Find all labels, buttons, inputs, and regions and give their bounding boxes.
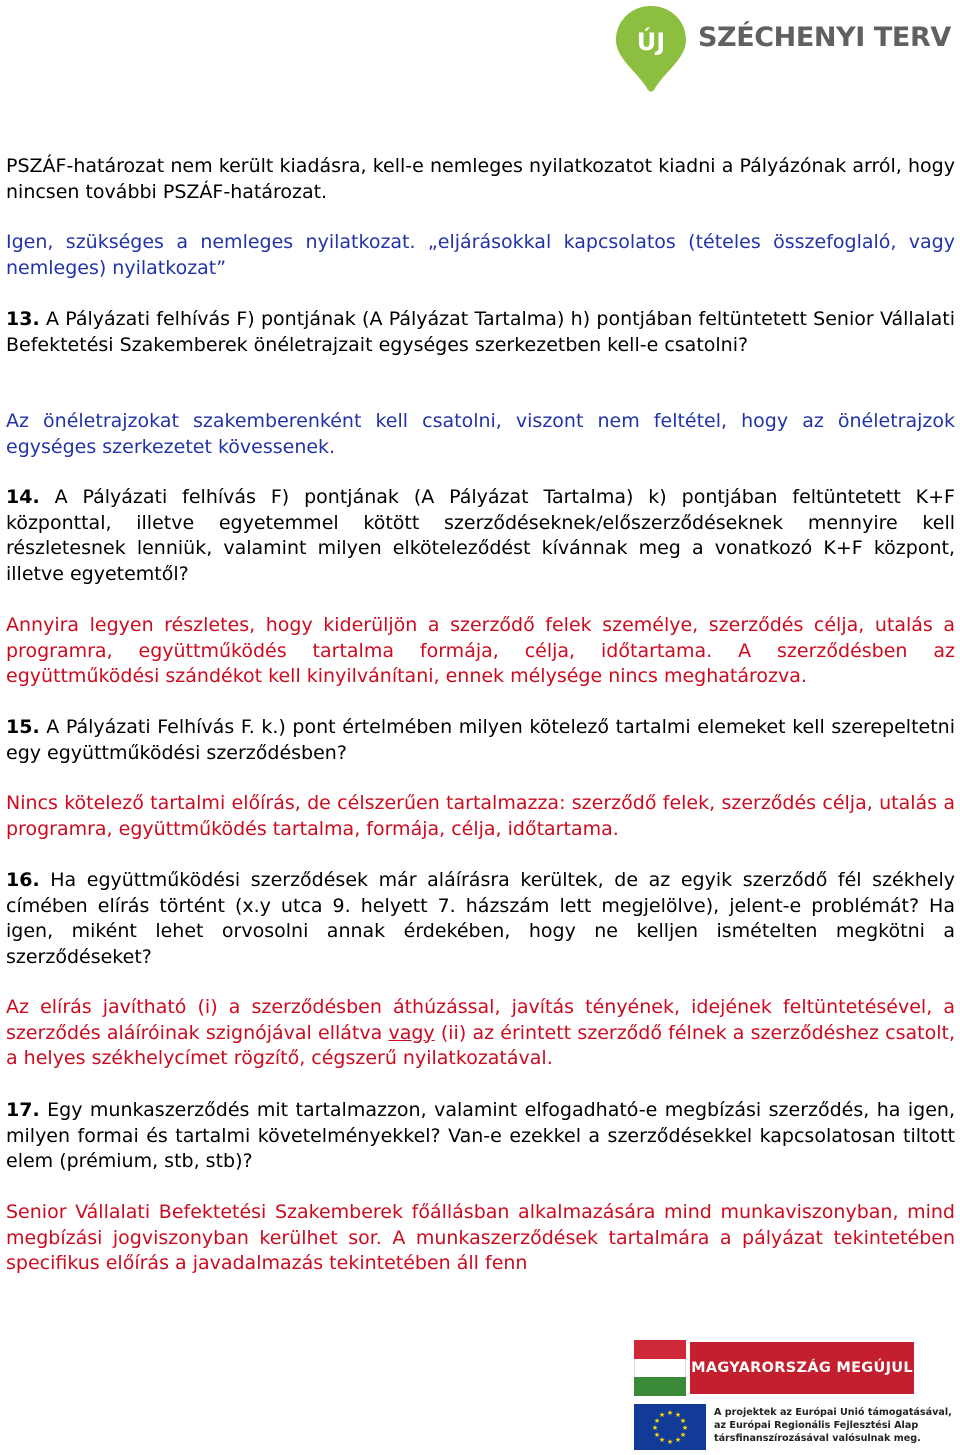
question-number: 17. xyxy=(6,1099,40,1121)
question-16 xyxy=(6,868,955,970)
eu-funding-note xyxy=(714,1406,954,1445)
question-text: A Pályázati Felhívás F. k.) pont értelmében milyen kötelező tartalmi elemeket kell szerepeltetni egy együttműködési szerződésben? xyxy=(6,716,955,764)
question-number: 16. xyxy=(6,869,40,891)
answer-12: Igen, szükséges a nemleges nyilatkozat. „eljárásokkal kapcsolatos (tételes összefoglaló, vagy nemleges) nyilatkozat” xyxy=(6,231,955,279)
question-text: Egy munkaszerződés mit tartalmazzon, valamint elfogadható-e megbízási szerződés, ha igen, milyen formai és tartalmi követelményekkel? Van-e ezekkel a szerződésekkel kapcsolatosan tiltott elem (prémium, stb, stb)? xyxy=(6,1099,955,1172)
svg-text:★: ★ xyxy=(653,1431,661,1439)
answer-text: Az elírás javítható (i) a szerződésben áthúzással, javítás tényének, idejének feltüntetésével, a szerződés aláíróinak szignójával ellátva xyxy=(6,996,955,1044)
question-text: A Pályázati felhívás F) pontjának (A Pályázat Tartalma) h) pontjában feltüntetett Senior Vállalati Befektetési Szakemberek önéletrajzait egységes szerkezetben kell-e csatolni? xyxy=(6,308,955,356)
svg-text:★: ★ xyxy=(653,1417,661,1425)
question-17 xyxy=(6,1098,955,1175)
answer-13: Az önéletrajzokat szakemberenként kell csatolni, viszont nem feltétel, hogy az önéletrajzok egységes szerkezetet kövessenek. xyxy=(6,410,955,458)
logo-badge-text: ÚJ xyxy=(636,28,666,56)
question-continuation: PSZÁF-határozat nem került kiadásra, kell-e nemleges nyilatkozatot kiadni a Pályázónak arról, hogy nincsen további PSZÁF-határozat. xyxy=(6,155,955,203)
answer-16 xyxy=(6,995,955,1072)
question-14 xyxy=(6,485,955,587)
question-number: 13. xyxy=(6,308,40,330)
eu-note-line: A projektek az Európai Unió támogatásával, xyxy=(714,1407,952,1418)
question-text: A Pályázati felhívás F) pontjának (A Pályázat Tartalma) k) pontjában feltüntetett K+F központtal, illetve egyetemmel kötött szerződéseknek/előszerződéseknek mennyire kell részletesnek lenniük, valamint milyen elköteleződést kívánnak meg a vonatkozó K+F központ, illetve egyetemtől? xyxy=(6,486,955,585)
question-text: Ha együttműködési szerződések már aláírásra kerültek, de az egyik szerződő fél székhely címében elírás történt (x.y utca 9. helyett 7. házszám lett megjelölve), jelent-e problémát? Ha igen, miként lehet orvosolni annak érdekében, hogy ne kelljen ismételten megkötni a szerződéseket? xyxy=(6,869,955,968)
logo-wordmark: SZÉCHENYI TERV xyxy=(698,22,951,53)
eu-note-line: társfinanszírozásával valósulnak meg. xyxy=(714,1433,921,1444)
svg-text:★: ★ xyxy=(651,1424,659,1432)
answer-15: Nincs kötelező tartalmi előírás, de célszerűen tartalmazza: szerződő felek, szerződés célja, utalás a programra, együttműködés tartalma, formája, célja, időtartama. xyxy=(6,792,955,840)
eu-flag-icon xyxy=(634,1404,706,1450)
question-13 xyxy=(6,307,955,358)
svg-text:★: ★ xyxy=(681,1424,689,1432)
svg-text:★: ★ xyxy=(674,1411,682,1419)
magyarorszag-megujul-banner xyxy=(634,1340,914,1396)
map-pin-logo-icon xyxy=(614,4,688,92)
svg-text:★: ★ xyxy=(658,1411,666,1419)
svg-text:★: ★ xyxy=(679,1417,687,1425)
svg-text:★: ★ xyxy=(666,1409,674,1417)
eu-note-line: az Európai Regionális Fejlesztési Alap xyxy=(714,1420,919,1431)
svg-text:★: ★ xyxy=(679,1431,687,1439)
svg-text:★: ★ xyxy=(658,1436,666,1444)
banner-text: MAGYARORSZÁG MEGÚJUL xyxy=(690,1342,914,1394)
question-number: 15. xyxy=(6,716,40,738)
answer-14: Annyira legyen részletes, hogy kiderüljön a szerződő felek személye, szerződés célja, utalás a programra, együttműködés tartalma formája, célja, időtartama. A szerződésben az együttműködési szándékot kell kinyilvánítani, ennek mélysége nincs meghatározva. xyxy=(6,614,955,687)
answer-17: Senior Vállalati Befektetési Szakemberek főállásban alkalmazására mind munkaviszonyban, mind megbízási jogviszonyban kerülhet sor. A munkaszerződések tartalmára a pályázat tekintetében specifikus előírás a javadalmazás tekintetében áll fenn xyxy=(6,1201,955,1274)
underlined-or: vagy xyxy=(388,1021,435,1044)
szechenyi-terv-logo xyxy=(614,4,951,92)
svg-text:★: ★ xyxy=(666,1438,674,1446)
question-15 xyxy=(6,715,955,766)
question-number: 14. xyxy=(6,486,40,508)
hungarian-flag-icon xyxy=(634,1340,686,1396)
answer-text: (ii) az érintett szerződő félnek a szerződéshez csatolt, a helyes székhelycímet rögzítő, cégszerű nyilatkozatával. xyxy=(6,1021,955,1069)
svg-text:★: ★ xyxy=(674,1436,682,1444)
